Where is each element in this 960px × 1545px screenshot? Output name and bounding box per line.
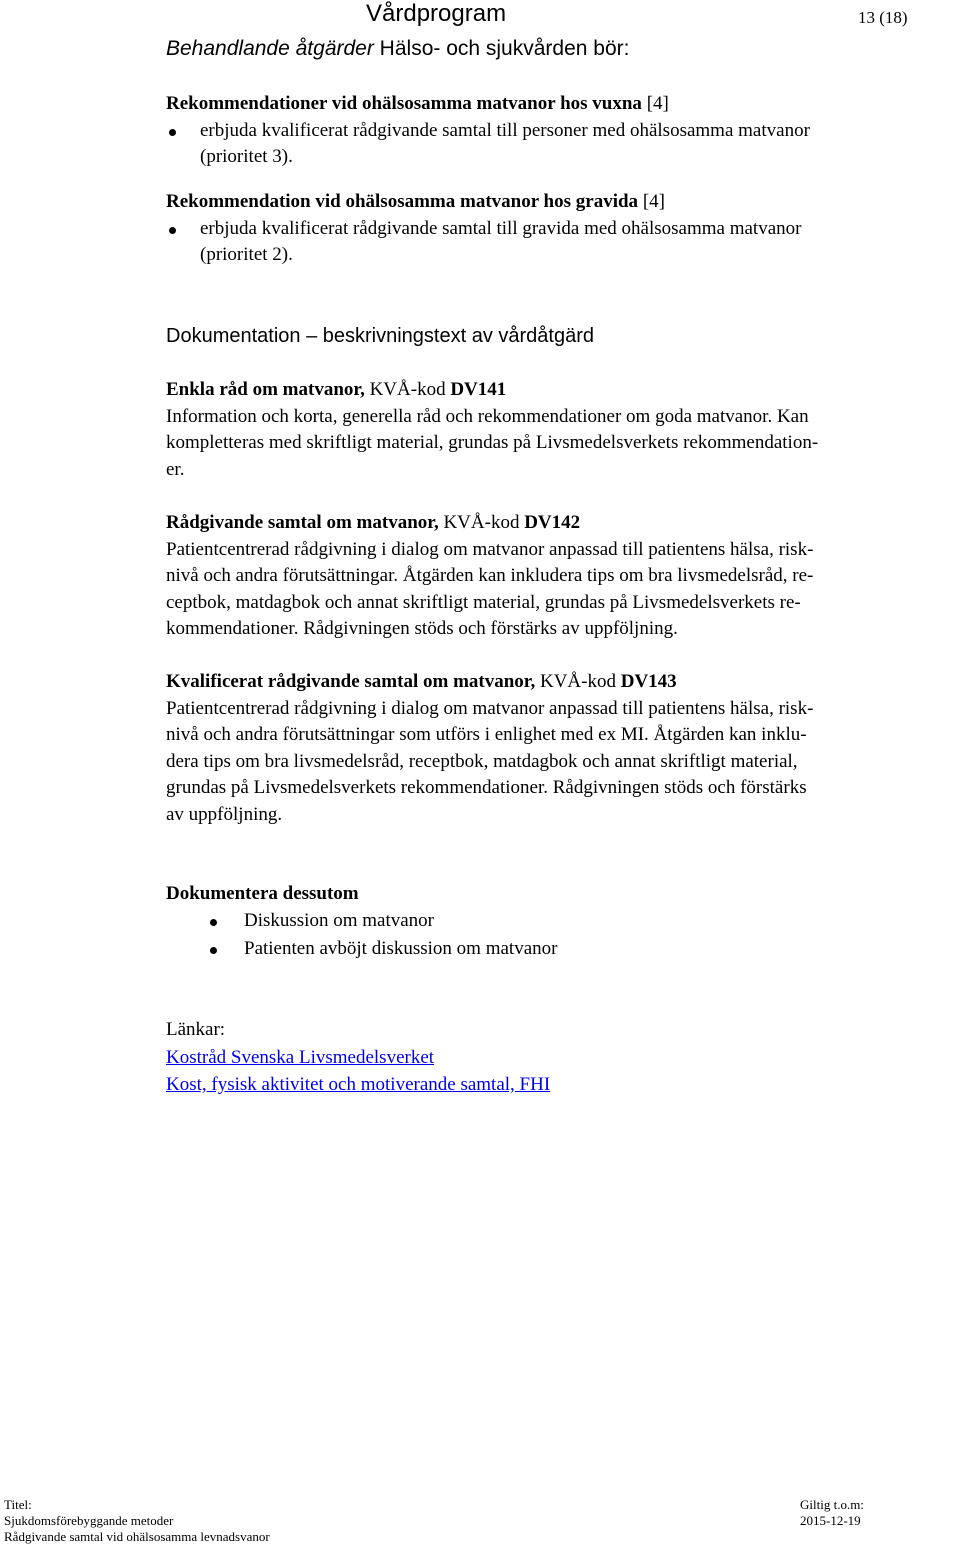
bullet-icon [210,947,217,954]
bullet-text-line: erbjuda kvalificerat rådgivande samtal till personer med ohälsosamma matvanor [200,119,810,141]
item-code: DV143 [620,671,677,692]
item-text-line: kommendationer. Rådgivningen stöds och förstärks av uppföljning. [166,618,678,639]
item-code-prefix: KVÅ-kod [535,671,621,692]
item-text-line: grundas på Livsmedelsverkets rekommendationer. Rådgivningen stöds och förstärks [166,777,807,798]
links-section [166,1017,952,1099]
bullet-text-line: erbjuda kvalificerat rådgivande samtal till gravida med ohälsosamma matvanor [200,217,802,239]
item-title: Enkla råd om matvanor, [166,379,365,400]
recommendation-pregnant-heading: Rekommendation vid ohälsosamma matvanor hos gravida [166,191,639,212]
item-text-line: nivå och andra förutsättningar. Åtgärden kan inkludera tips om bra livsmedelsråd, re- [166,565,814,586]
bullet-icon [210,919,217,926]
links-label: Länkar: [166,1019,226,1040]
document-title: Vårdprogram [366,0,507,27]
recommendation-adults-ref: [4] [641,93,669,114]
footer-valid-date: 2015-12-19 [800,1513,861,1528]
footer-title-line: Sjukdomsförebyggande metoder [4,1513,174,1528]
section-subtitle [166,37,629,61]
item-text-line: nivå och andra förutsättningar som utförs i enlighet med ex MI. Åtgärden kan inklu- [166,724,807,745]
page-number: 13 (18) [858,8,908,27]
item-title: Rådgivande samtal om matvanor, [166,512,439,533]
link-kost-fysisk-aktivitet-fhi[interactable]: Kost, fysisk aktivitet och motiverande samtal, FHI [166,1074,551,1095]
subtitle-italic: Behandlande åtgärder [166,37,374,60]
item-text-line: av uppföljning. [166,803,283,825]
bullet-text-line: (prioritet 2). [200,244,293,265]
documentation-item-dv143 [166,669,952,828]
list-item [166,936,952,963]
item-code: DV141 [450,379,507,400]
item-code-prefix: KVÅ-kod [438,512,525,533]
list-item-text: Diskussion om matvanor [244,909,434,931]
footer-title-line: Rådgivande samtal vid ohälsosamma levnadsvanor [4,1529,270,1544]
bullet-icon [169,227,176,234]
item-title: Kvalificerat rådgivande samtal om matvanor, [166,671,536,692]
documentation-item-dv142 [166,510,952,643]
list-item [166,118,952,171]
recommendation-adults [166,91,952,171]
item-text-line: er. [166,458,185,480]
list-item-text: Patienten avböjt diskussion om matvanor [244,938,558,959]
recommendation-pregnant [166,189,952,269]
documentation-item-dv141 [166,377,952,483]
bullet-icon [169,129,176,136]
list-item [166,908,952,935]
also-document-heading: Dokumentera dessutom [166,883,359,904]
list-item [166,216,952,269]
footer-title-label: Titel: [4,1497,32,1512]
bullet-text-line: (prioritet 3). [200,146,293,167]
documentation-heading: Dokumentation – beskrivningstext av vårdåtgärd [166,325,595,347]
footer-valid-label: Giltig t.o.m: [800,1497,864,1512]
footer-validity-block [800,1497,864,1529]
recommendation-adults-heading: Rekommendationer vid ohälsosamma matvanor hos vuxna [166,93,642,114]
item-text-line: dera tips om bra livsmedelsråd, receptbok, matdagbok och annat skriftligt material, [166,750,798,772]
item-code: DV142 [524,512,581,533]
recommendation-pregnant-ref: [4] [638,191,665,212]
item-text-line: Patientcentrerad rådgivning i dialog om matvanor anpassad till patientens hälsa, risk- [166,697,814,719]
footer-title-block [4,1497,270,1545]
item-text-line: Information och korta, generella råd och rekommendationer om goda matvanor. Kan [166,405,809,427]
item-text-line: ceptbok, matdagbok och annat skriftligt material, grundas på Livsmedelsverkets re- [166,591,801,613]
link-kostrad-livsmedelsverket[interactable]: Kostråd Svenska Livsmedelsverket [166,1046,435,1068]
item-text-line: kompletteras med skriftligt material, grundas på Livsmedelsverkets rekommendation- [166,432,819,453]
subtitle-rest: Hälso- och sjukvården bör: [373,37,630,60]
also-document-section [166,881,952,963]
item-code-prefix: KVÅ-kod [364,379,451,400]
item-text-line: Patientcentrerad rådgivning i dialog om matvanor anpassad till patientens hälsa, risk- [166,538,814,560]
